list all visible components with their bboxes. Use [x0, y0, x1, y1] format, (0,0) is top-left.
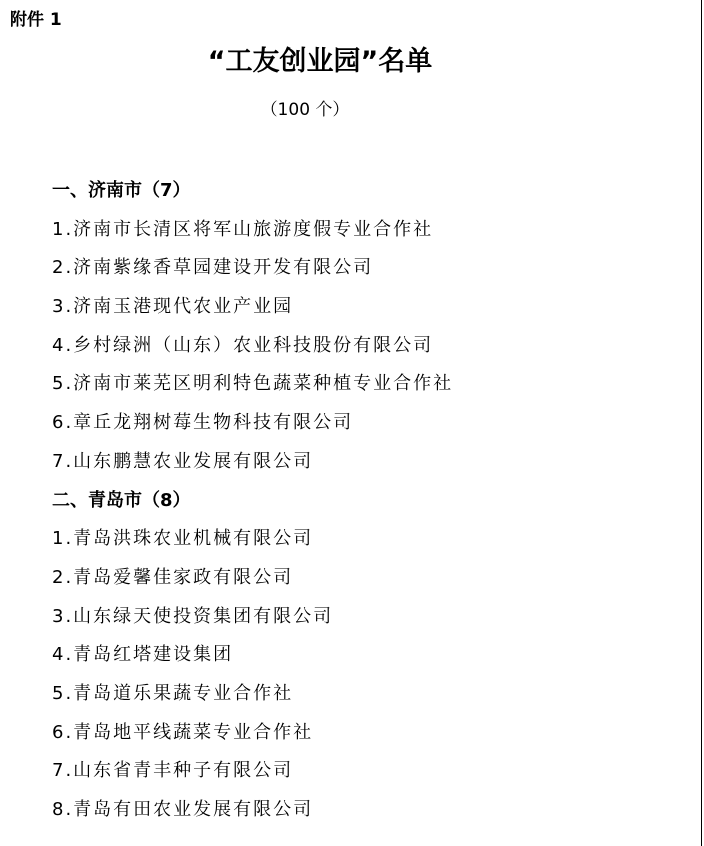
section-heading-qingdao: 二、青岛市（8） — [52, 489, 191, 511]
list-item: 4.青岛红塔建设集团 — [52, 644, 234, 666]
document-title: “工友创业园”名单 — [207, 46, 433, 77]
section-heading-jinan: 一、济南市（7） — [52, 180, 191, 201]
list-item: 3.济南玉港现代农业产业园 — [52, 296, 294, 318]
list-item: 2.青岛爱馨佳家政有限公司 — [52, 566, 294, 588]
list-item: 7.山东省青丰种子有限公司 — [52, 760, 294, 782]
attachment-label: 附件 1 — [10, 10, 62, 30]
list-item: 6.章丘龙翔树莓生物科技有限公司 — [52, 412, 354, 434]
name-list — [52, 176, 672, 834]
list-item: 4.乡村绿洲（山东）农业科技股份有限公司 — [52, 334, 434, 356]
list-item: 2.济南紫缘香草园建设开发有限公司 — [52, 257, 374, 279]
list-item: 1.青岛洪珠农业机械有限公司 — [52, 528, 314, 550]
list-item: 6.青岛地平线蔬菜专业合作社 — [52, 721, 314, 743]
list-item: 8.青岛有田农业发展有限公司 — [52, 799, 314, 820]
list-item: 7.山东鹏慧农业发展有限公司 — [52, 450, 314, 472]
list-item: 1.济南市长清区将军山旅游度假专业合作社 — [52, 218, 434, 240]
page-edge-rule — [701, 0, 702, 846]
count-note: （100 个） — [260, 100, 350, 120]
list-item: 5.济南市莱芜区明利特色蔬菜种植专业合作社 — [52, 373, 454, 395]
list-item: 5.青岛道乐果蔬专业合作社 — [52, 682, 294, 704]
list-item: 3.山东绿天使投资集团有限公司 — [52, 605, 334, 627]
